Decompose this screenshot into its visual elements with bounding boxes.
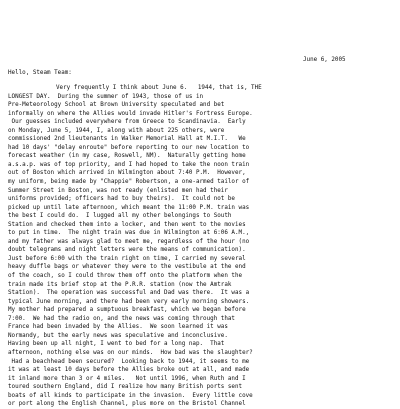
letter-line: train made its brief stop at the P.R.R. station (now the Amtrak bbox=[8, 281, 232, 288]
letter-line: Just before 6:00 with the train right on time, I carried my several bbox=[8, 255, 246, 262]
letter-line: had 10 days' "delay enroute" before reporting to our new location to bbox=[8, 144, 250, 151]
letter-line: afternoon, nothing else was on our minds. How bad was the slaughter? bbox=[8, 349, 253, 356]
letter-line: a.s.a.p. was of top priority, and I had hoped to take the noon train bbox=[8, 161, 250, 168]
letter-line: Summer Street in Boston, was not ready (enlisted men had their bbox=[8, 187, 228, 194]
letter-line: on Monday, June 5, 1944, I, along with about 225 others, were bbox=[8, 127, 225, 134]
letter-line: out of Boston which arrived in Wilmington about 7:40 P.M. However, bbox=[8, 170, 246, 177]
letter-line: of the coach, so I could throw them off onto the platform when the bbox=[8, 273, 243, 280]
letter-line: Station and checked them into a locker, and then went to the movies bbox=[8, 221, 246, 228]
letter-line: heavy duffle bags or whatever they were to the vestibule at the end bbox=[8, 264, 246, 271]
letter-line: informally on where the Allies would invade Hitler's Fortress Europe. bbox=[8, 110, 253, 117]
letter-line: the best I could do. I lugged all my other belongings to South bbox=[8, 213, 232, 220]
letter-line: uniforms provided; officers had to buy theirs). It could not be bbox=[8, 196, 235, 203]
letter-line: my uniform, being made by "Chappie" Robertson, a one-armed tailor of bbox=[8, 179, 250, 186]
letter-line: it was at least 10 days before the Allies broke out at all, and made bbox=[8, 367, 250, 374]
letter-line: Pre-Meteorology School at Brown University speculated and bet bbox=[8, 102, 225, 109]
letter-body bbox=[8, 84, 400, 409]
letter-line: forecast weather (in my case, Roswell, NM). Naturally getting home bbox=[8, 153, 246, 160]
letter-line: France had been invaded by the Allies. We soon learned it was bbox=[8, 324, 228, 331]
letter-line: Our guesses included everywhere from Greece to Scandinavia. Early bbox=[8, 119, 246, 126]
letter-greeting: Hello, Steam Team: bbox=[8, 70, 72, 76]
letter-line: typical June morning, and there had been very early morning showers. bbox=[8, 298, 250, 305]
letter-line: Having been up all night, I went to bed for a long nap. That bbox=[8, 341, 225, 348]
letter-line: Normandy, but the early news was speculative and inconclusive. bbox=[8, 332, 228, 339]
letter-line: Station). The operation was successful and Dad was there. It was a bbox=[8, 290, 250, 297]
letter-line: to put in time. The night train was due in Wilmington at 6:06 A.M., bbox=[8, 230, 250, 237]
letter-line: toured southern England, did I realize how many British ports sent bbox=[8, 384, 243, 391]
letter-line: LONGEST DAY. During the summer of 1943, those of us in bbox=[8, 93, 204, 100]
letter-line: Had a beachhead been secured? Looking back to 1944, it seems to me bbox=[8, 358, 250, 365]
letter-line: and my father was always glad to meet me, regardless of the hour (no bbox=[8, 238, 250, 245]
letter-line: boats of all kinds to participate in the invasion. Every little cove bbox=[8, 392, 253, 399]
letter-line: it inland more than 3 or 4 miles. Not until 1996, when Ruth and I bbox=[8, 375, 246, 382]
letter-line: or port along the English Channel, plus more on the Bristol Channel bbox=[8, 401, 246, 408]
letter-line: 7:00. We had the radio on, and the news was coming through that bbox=[8, 315, 235, 322]
letter-date: June 6, 2005 bbox=[303, 57, 346, 63]
letter-line: commissioned 2nd lieutenants in Walker Memorial Hall at M.I.T. We bbox=[8, 136, 246, 143]
letter-line: picked up until late afternoon, which meant the 11:00 P.M. train was bbox=[8, 204, 250, 211]
letter-line: Very frequently I think about June 6. 1944, that is, THE bbox=[56, 85, 262, 91]
letter-line: My mother had prepared a sumptuous breakfast, which we began before bbox=[8, 307, 246, 314]
letter-line: doubt telegrams and night letters were the means of communication). bbox=[8, 247, 246, 254]
